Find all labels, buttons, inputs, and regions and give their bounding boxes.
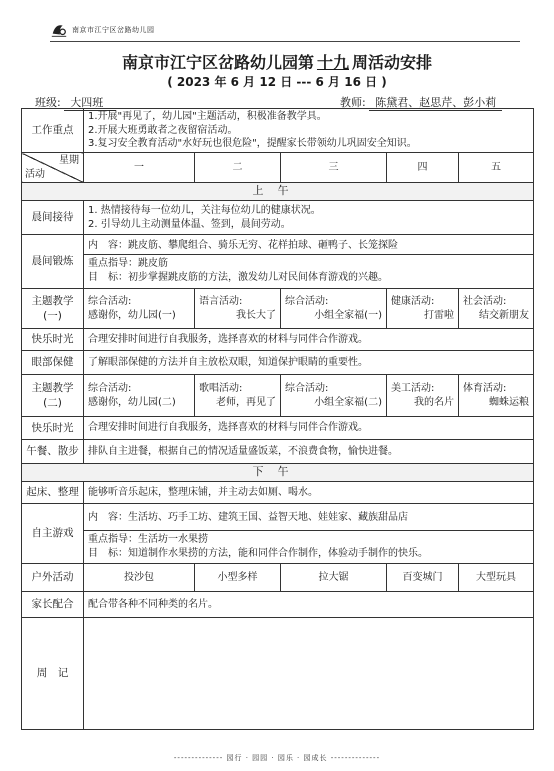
theme-2-label: 主题教学(二) (22, 375, 84, 417)
happy-time-1-label: 快乐时光 (22, 329, 84, 351)
weekday-corner-bottom: 活动 (25, 168, 45, 180)
wakeup-content: 能够听音乐起床，整理床铺，并主动去如厕、喝水。 (84, 482, 534, 504)
parents-row (22, 592, 534, 618)
subject-type: 美工活动: (391, 383, 435, 394)
exercise-content (84, 235, 534, 289)
subject-type: 歌唱活动: (199, 383, 243, 394)
theme-2-thursday (387, 375, 459, 417)
wakeup-label: 起床、整理 (22, 482, 84, 504)
happy-time-2-row (22, 417, 534, 440)
page-footer: -------------- 园行 · 园园 · 园乐 · 园成长 -------------- (173, 754, 381, 762)
wakeup-row (22, 482, 534, 504)
lunch-label: 午餐、散步 (22, 440, 84, 464)
parents-content: 配合带各种不同种类的名片。 (84, 592, 534, 618)
subject-title: 感谢你，幼儿园(一) (88, 309, 176, 321)
week-number: 十九 (316, 53, 349, 72)
free-play-label: 自主游戏 (22, 504, 84, 564)
exercise-items: 内 容：跳皮筋、攀爬组合、骑乐无穷、花样拍球、砸鸭子、长笼探险 (88, 239, 398, 251)
exercise-goal: 目 标：初步掌握跳皮筋的方法，激发幼儿对民间体育游戏的兴趣。 (88, 271, 388, 283)
subject-type: 综合活动: (285, 296, 329, 307)
happy-time-1-content: 合理安排时间进行自我服务，选择喜欢的材料与同伴合作游戏。 (84, 329, 534, 351)
teacher-value: 陈黛君、赵思芹、彭小莉 (369, 94, 502, 111)
outdoor-friday: 大型玩具 (459, 564, 534, 592)
morning-section-row (22, 183, 534, 201)
subject-title: 结交新朋友 (479, 309, 530, 321)
lunch-row (22, 440, 534, 464)
happy-time-2-content: 合理安排时间进行自我服务，选择喜欢的材料与同伴合作游戏。 (84, 417, 534, 440)
focus-item: 2.开展大班勇敢者之夜留宿活动。 (88, 124, 238, 136)
focus-content (84, 109, 534, 153)
weekday-corner-cell (22, 153, 84, 183)
parents-label: 家长配合 (22, 592, 84, 618)
weekly-notes-row (22, 618, 534, 730)
title-suffix: 周活动安排 (352, 53, 433, 72)
theme-1-friday (459, 289, 534, 329)
free-play-row (22, 504, 534, 564)
weekday-tuesday: 二 (195, 153, 281, 183)
focus-label: 工作重点 (22, 109, 84, 153)
free-play-guidance (84, 530, 533, 562)
outdoor-wednesday: 拉大锯 (281, 564, 387, 592)
theme-2-tuesday (195, 375, 281, 417)
exercise-row (22, 235, 534, 289)
reception-content (84, 201, 534, 235)
eye-care-label: 眼部保健 (22, 351, 84, 375)
reception-label: 晨间接待 (22, 201, 84, 235)
eye-care-content: 了解眼部保健的方法并自主放松双眼，知道保护眼睛的重要性。 (84, 351, 534, 375)
afternoon-section-row (22, 464, 534, 482)
logo-text: 南京市江宁区岔路幼儿园 (72, 26, 155, 34)
theme-2-wednesday (281, 375, 387, 417)
subject-title: 小组全家福(二) (314, 396, 382, 408)
outdoor-row (22, 564, 534, 592)
theme-1-thursday (387, 289, 459, 329)
subject-type: 综合活动: (285, 383, 329, 394)
morning-section-label: 上午 (22, 183, 534, 201)
subject-title: 感谢你，幼儿园(二) (88, 396, 176, 408)
subject-type: 语言活动: (199, 296, 243, 307)
reception-line: 2. 引导幼儿主动测量体温、签到，晨间劳动。 (88, 218, 291, 230)
outdoor-monday: 投沙包 (84, 564, 195, 592)
lunch-content: 排队自主进餐，根据自己的情况适量盛饭菜，不浪费食物，愉快进餐。 (84, 440, 534, 464)
free-play-content (84, 504, 534, 564)
theme-1-monday (84, 289, 195, 329)
weekday-header-row (22, 153, 534, 183)
theme-2-friday (459, 375, 534, 417)
theme-1-wednesday (281, 289, 387, 329)
weekly-notes-content[interactable] (84, 618, 534, 730)
subject-type: 综合活动: (88, 383, 132, 394)
title-prefix: 南京市江宁区岔路幼儿园第 (121, 53, 314, 72)
header-rule (50, 41, 520, 42)
schedule-table (21, 108, 534, 730)
subject-title: 小组全家福(一) (314, 309, 382, 321)
weekday-corner-top: 星期 (59, 155, 79, 166)
weekday-thursday: 四 (387, 153, 459, 183)
theme-1-tuesday (195, 289, 281, 329)
exercise-guidance (84, 254, 533, 286)
exercise-focus: 重点指导：跳皮筋 (88, 258, 168, 270)
eye-care-row (22, 351, 534, 375)
reception-line: 1. 热情接待每一位幼儿，关注每位幼儿的健康状况。 (88, 205, 321, 216)
free-play-items: 内 容：生活坊、巧手工坊、建筑王国、益智天地、娃娃家、藏族甜品店 (88, 511, 408, 523)
focus-row (22, 109, 534, 153)
class-value: 大四班 (64, 94, 116, 111)
theme-1-label: 主题教学(一) (22, 289, 84, 329)
exercise-label: 晨间锻炼 (22, 235, 84, 289)
outdoor-thursday: 百变城门 (387, 564, 459, 592)
free-play-focus: 重点指导：生活坊一水果捞 (88, 534, 208, 546)
subject-title: 蜘蛛运粮 (489, 396, 530, 408)
focus-item: 3.复习安全教育活动"水好玩也很危险"，提醒家长带领幼儿巩固安全知识。 (88, 138, 417, 150)
subject-type: 综合活动: (88, 296, 132, 307)
weekday-friday: 五 (459, 153, 534, 183)
weekday-wednesday: 三 (281, 153, 387, 183)
weekday-monday: 一 (84, 153, 195, 183)
kindergarten-logo (50, 21, 155, 39)
theme-2-row (22, 375, 534, 417)
subject-title: 我的名片 (414, 396, 454, 408)
happy-time-1-row (22, 329, 534, 351)
happy-time-2-label: 快乐时光 (22, 417, 84, 440)
reception-row (22, 201, 534, 235)
subject-type: 健康活动: (391, 296, 435, 307)
subject-title: 我长大了 (236, 309, 276, 321)
kindergarten-emblem-icon (50, 21, 68, 39)
class-label: 班级: (35, 96, 61, 109)
afternoon-section-label: 下午 (22, 464, 534, 482)
outdoor-tuesday: 小型多样 (195, 564, 281, 592)
focus-item: 1.开展"再见了，幼儿园"主题活动，积极准备教学具。 (88, 111, 327, 123)
theme-2-monday (84, 375, 195, 417)
subject-title: 老师，再见了 (216, 396, 276, 408)
theme-1-row (22, 289, 534, 329)
subject-type: 社会活动: (463, 296, 507, 307)
date-range: ( 2023 年 6 月 12 日 --- 6 月 16 日 ) (167, 75, 387, 89)
subject-type: 体育活动: (463, 383, 507, 394)
outdoor-label: 户外活动 (22, 564, 84, 592)
page-title (0, 50, 554, 73)
weekly-notes-label: 周 记 (22, 618, 84, 730)
subject-title: 打雷啦 (424, 309, 454, 321)
free-play-goal: 目 标：知道制作水果捞的方法，能和同伴合作制作，体验动手制作的快乐。 (88, 547, 428, 559)
teacher-label: 教师: (340, 96, 366, 109)
